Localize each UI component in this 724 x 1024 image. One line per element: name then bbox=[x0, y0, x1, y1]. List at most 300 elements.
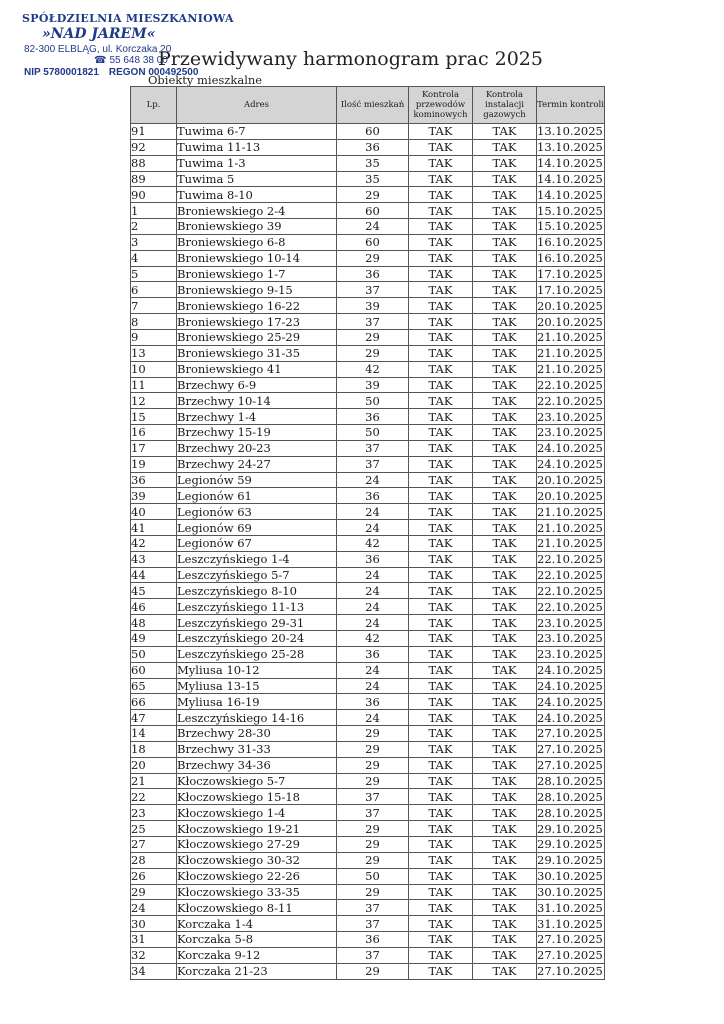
table-row bbox=[131, 203, 605, 219]
cell-count: 37 bbox=[337, 789, 409, 805]
cell-date: 24.10.2025 bbox=[537, 678, 603, 693]
cell-lp: 10 bbox=[131, 361, 177, 377]
cell-date: 30.10.2025 bbox=[537, 869, 603, 884]
cell-date: 31.10.2025 bbox=[537, 900, 603, 915]
cell-lp: 28 bbox=[131, 852, 177, 868]
cell-address: Broniewskiego 17-23 bbox=[177, 314, 337, 330]
cell-date: 24.10.2025 bbox=[537, 694, 603, 709]
cell-date: 27.10.2025 bbox=[537, 948, 603, 963]
cell-date: 23.10.2025 bbox=[537, 425, 603, 440]
cell-gas: TAK bbox=[473, 567, 537, 583]
cell-date: 23.10.2025 bbox=[537, 615, 603, 630]
cell-chimney: TAK bbox=[409, 234, 473, 250]
cell-date: 23.10.2025 bbox=[537, 409, 603, 424]
cell-count: 50 bbox=[337, 425, 409, 441]
cell-gas: TAK bbox=[473, 504, 537, 520]
table-row bbox=[131, 488, 605, 504]
table-row bbox=[131, 836, 605, 852]
cell-address: Kłoczowskiego 15-18 bbox=[177, 789, 337, 805]
cell-date: 21.10.2025 bbox=[537, 504, 603, 519]
cell-lp: 49 bbox=[131, 631, 177, 647]
table-row bbox=[131, 250, 605, 266]
header-date: Termin kontroli bbox=[537, 87, 605, 124]
cell-count: 37 bbox=[337, 314, 409, 330]
cell-date: 20.10.2025 bbox=[537, 298, 603, 313]
table-row bbox=[131, 345, 605, 361]
cell-address: Korczaka 1-4 bbox=[177, 916, 337, 932]
cell-gas: TAK bbox=[473, 535, 537, 551]
cell-gas: TAK bbox=[473, 393, 537, 409]
cell-address: Broniewskiego 16-22 bbox=[177, 298, 337, 314]
cell-lp: 29 bbox=[131, 884, 177, 900]
table-row bbox=[131, 377, 605, 393]
cell-gas: TAK bbox=[473, 171, 537, 187]
cell-address: Leszczyńskiego 1-4 bbox=[177, 551, 337, 567]
cell-chimney: TAK bbox=[409, 868, 473, 884]
cell-gas: TAK bbox=[473, 789, 537, 805]
cell-lp: 41 bbox=[131, 520, 177, 536]
cell-lp: 40 bbox=[131, 504, 177, 520]
cell-date: 27.10.2025 bbox=[537, 742, 603, 757]
cell-count: 29 bbox=[337, 963, 409, 979]
cell-gas: TAK bbox=[473, 678, 537, 694]
cell-date: 31.10.2025 bbox=[537, 916, 603, 931]
cell-chimney: TAK bbox=[409, 425, 473, 441]
cell-count: 29 bbox=[337, 757, 409, 773]
table-row bbox=[131, 504, 605, 520]
cell-address: Legionów 63 bbox=[177, 504, 337, 520]
cell-lp: 46 bbox=[131, 599, 177, 615]
stamp-phone: 55 648 38 00 bbox=[109, 55, 168, 66]
stamp-address: 82-300 ELBLĄG, ul. Korczaka 20 bbox=[24, 44, 172, 55]
cell-date: 27.10.2025 bbox=[537, 726, 603, 741]
cell-chimney: TAK bbox=[409, 456, 473, 472]
cell-count: 60 bbox=[337, 124, 409, 140]
cell-gas: TAK bbox=[473, 345, 537, 361]
cell-count: 29 bbox=[337, 821, 409, 837]
cell-gas: TAK bbox=[473, 662, 537, 678]
cell-date: 27.10.2025 bbox=[537, 758, 603, 773]
cell-date: 24.10.2025 bbox=[537, 457, 603, 472]
table-row bbox=[131, 298, 605, 314]
cell-lp: 91 bbox=[131, 124, 177, 140]
cell-address: Leszczyńskiego 25-28 bbox=[177, 646, 337, 662]
cell-chimney: TAK bbox=[409, 377, 473, 393]
table-row bbox=[131, 409, 605, 425]
cell-gas: TAK bbox=[473, 646, 537, 662]
cell-chimney: TAK bbox=[409, 520, 473, 536]
cell-gas: TAK bbox=[473, 773, 537, 789]
cell-lp: 16 bbox=[131, 425, 177, 441]
cell-address: Kłoczowskiego 8-11 bbox=[177, 900, 337, 916]
cell-address: Leszczyńskiego 11-13 bbox=[177, 599, 337, 615]
table-row bbox=[131, 456, 605, 472]
cell-address: Legionów 59 bbox=[177, 472, 337, 488]
cell-date: 27.10.2025 bbox=[537, 964, 603, 979]
cell-gas: TAK bbox=[473, 821, 537, 837]
cell-gas: TAK bbox=[473, 852, 537, 868]
cell-date: 30.10.2025 bbox=[537, 884, 603, 899]
cell-date: 14.10.2025 bbox=[537, 156, 603, 171]
cell-address: Kłoczowskiego 19-21 bbox=[177, 821, 337, 837]
cell-count: 42 bbox=[337, 361, 409, 377]
cell-address: Leszczyńskiego 8-10 bbox=[177, 583, 337, 599]
cell-address: Leszczyńskiego 5-7 bbox=[177, 567, 337, 583]
table-row bbox=[131, 393, 605, 409]
table-row bbox=[131, 567, 605, 583]
cell-lp: 12 bbox=[131, 393, 177, 409]
cell-date: 24.10.2025 bbox=[537, 710, 603, 725]
cell-chimney: TAK bbox=[409, 504, 473, 520]
table-row bbox=[131, 757, 605, 773]
cell-count: 36 bbox=[337, 488, 409, 504]
cell-chimney: TAK bbox=[409, 329, 473, 345]
cell-chimney: TAK bbox=[409, 361, 473, 377]
cell-date: 21.10.2025 bbox=[537, 330, 603, 345]
cell-count: 60 bbox=[337, 234, 409, 250]
table-row bbox=[131, 947, 605, 963]
cell-chimney: TAK bbox=[409, 124, 473, 140]
cell-date: 21.10.2025 bbox=[537, 362, 603, 377]
cell-count: 24 bbox=[337, 504, 409, 520]
cell-lp: 31 bbox=[131, 932, 177, 948]
cell-count: 29 bbox=[337, 329, 409, 345]
cell-gas: TAK bbox=[473, 377, 537, 393]
cell-address: Legionów 69 bbox=[177, 520, 337, 536]
cell-address: Myliusa 10-12 bbox=[177, 662, 337, 678]
cell-chimney: TAK bbox=[409, 852, 473, 868]
stamp-org-name: »NAD JAREM« bbox=[42, 26, 156, 42]
table-row bbox=[131, 187, 605, 203]
cell-count: 42 bbox=[337, 631, 409, 647]
cell-lp: 14 bbox=[131, 726, 177, 742]
cell-gas: TAK bbox=[473, 456, 537, 472]
cell-gas: TAK bbox=[473, 884, 537, 900]
cell-chimney: TAK bbox=[409, 694, 473, 710]
cell-count: 29 bbox=[337, 741, 409, 757]
table-row bbox=[131, 900, 605, 916]
cell-chimney: TAK bbox=[409, 250, 473, 266]
cell-chimney: TAK bbox=[409, 409, 473, 425]
cell-date: 22.10.2025 bbox=[537, 552, 603, 567]
table-row bbox=[131, 662, 605, 678]
cell-date: 22.10.2025 bbox=[537, 377, 603, 392]
cell-date: 27.10.2025 bbox=[537, 932, 603, 947]
cell-gas: TAK bbox=[473, 409, 537, 425]
phone-icon: ☎ bbox=[94, 55, 107, 66]
table-row bbox=[131, 329, 605, 345]
table-row bbox=[131, 694, 605, 710]
cell-chimney: TAK bbox=[409, 345, 473, 361]
cell-lp: 9 bbox=[131, 329, 177, 345]
cell-date: 23.10.2025 bbox=[537, 631, 603, 646]
cell-count: 37 bbox=[337, 456, 409, 472]
cell-date: 21.10.2025 bbox=[537, 520, 603, 535]
cell-date: 13.10.2025 bbox=[537, 124, 603, 139]
cell-count: 35 bbox=[337, 155, 409, 171]
cell-gas: TAK bbox=[473, 741, 537, 757]
cell-lp: 47 bbox=[131, 710, 177, 726]
stamp-org-line: SPÓŁDZIELNIA MIESZKANIOWA bbox=[22, 12, 234, 25]
cell-count: 36 bbox=[337, 646, 409, 662]
cell-gas: TAK bbox=[473, 868, 537, 884]
cell-count: 24 bbox=[337, 520, 409, 536]
cell-lp: 7 bbox=[131, 298, 177, 314]
cell-chimney: TAK bbox=[409, 932, 473, 948]
cell-gas: TAK bbox=[473, 234, 537, 250]
cell-chimney: TAK bbox=[409, 282, 473, 298]
cell-lp: 23 bbox=[131, 805, 177, 821]
cell-lp: 42 bbox=[131, 535, 177, 551]
cell-lp: 92 bbox=[131, 139, 177, 155]
cell-gas: TAK bbox=[473, 916, 537, 932]
cell-date: 28.10.2025 bbox=[537, 789, 603, 804]
cell-lp: 4 bbox=[131, 250, 177, 266]
cell-address: Broniewskiego 31-35 bbox=[177, 345, 337, 361]
cell-count: 36 bbox=[337, 409, 409, 425]
cell-lp: 60 bbox=[131, 662, 177, 678]
cell-gas: TAK bbox=[473, 710, 537, 726]
cell-gas: TAK bbox=[473, 298, 537, 314]
table-row bbox=[131, 868, 605, 884]
cell-lp: 22 bbox=[131, 789, 177, 805]
table-row bbox=[131, 916, 605, 932]
cell-gas: TAK bbox=[473, 932, 537, 948]
stamp-nip: NIP 5780001821 bbox=[24, 67, 99, 78]
cell-count: 39 bbox=[337, 298, 409, 314]
cell-chimney: TAK bbox=[409, 646, 473, 662]
header-lp: Lp. bbox=[131, 87, 177, 124]
cell-gas: TAK bbox=[473, 551, 537, 567]
cell-date: 15.10.2025 bbox=[537, 203, 603, 218]
cell-gas: TAK bbox=[473, 488, 537, 504]
cell-lp: 34 bbox=[131, 963, 177, 979]
cell-count: 24 bbox=[337, 472, 409, 488]
cell-count: 35 bbox=[337, 171, 409, 187]
document-subtitle: Obiekty mieszkalne bbox=[148, 73, 263, 87]
cell-address: Broniewskiego 6-8 bbox=[177, 234, 337, 250]
cell-count: 42 bbox=[337, 535, 409, 551]
cell-address: Brzechwy 1-4 bbox=[177, 409, 337, 425]
cell-count: 60 bbox=[337, 203, 409, 219]
cell-count: 36 bbox=[337, 139, 409, 155]
cell-lp: 13 bbox=[131, 345, 177, 361]
cell-count: 29 bbox=[337, 836, 409, 852]
schedule-table bbox=[130, 86, 605, 980]
table-row bbox=[131, 361, 605, 377]
cell-address: Leszczyńskiego 20-24 bbox=[177, 631, 337, 647]
cell-chimney: TAK bbox=[409, 187, 473, 203]
cell-gas: TAK bbox=[473, 583, 537, 599]
cell-date: 24.10.2025 bbox=[537, 441, 603, 456]
cell-chimney: TAK bbox=[409, 789, 473, 805]
cell-count: 37 bbox=[337, 805, 409, 821]
table-row bbox=[131, 583, 605, 599]
cell-lp: 36 bbox=[131, 472, 177, 488]
cell-address: Korczaka 21-23 bbox=[177, 963, 337, 979]
cell-lp: 32 bbox=[131, 947, 177, 963]
cell-gas: TAK bbox=[473, 155, 537, 171]
cell-address: Legionów 67 bbox=[177, 535, 337, 551]
cell-address: Broniewskiego 2-4 bbox=[177, 203, 337, 219]
document-title: Przewidywany harmonogram prac 2025 bbox=[158, 48, 543, 70]
cell-gas: TAK bbox=[473, 250, 537, 266]
cell-date: 14.10.2025 bbox=[537, 171, 603, 186]
cell-address: Brzechwy 34-36 bbox=[177, 757, 337, 773]
cell-date: 21.10.2025 bbox=[537, 536, 603, 551]
cell-date: 24.10.2025 bbox=[537, 663, 603, 678]
cell-count: 29 bbox=[337, 250, 409, 266]
cell-lp: 44 bbox=[131, 567, 177, 583]
cell-address: Kłoczowskiego 1-4 bbox=[177, 805, 337, 821]
cell-gas: TAK bbox=[473, 694, 537, 710]
cell-address: Broniewskiego 9-15 bbox=[177, 282, 337, 298]
cell-gas: TAK bbox=[473, 520, 537, 536]
cell-address: Broniewskiego 25-29 bbox=[177, 329, 337, 345]
cell-chimney: TAK bbox=[409, 884, 473, 900]
cell-address: Kłoczowskiego 33-35 bbox=[177, 884, 337, 900]
cell-lp: 39 bbox=[131, 488, 177, 504]
table-row bbox=[131, 773, 605, 789]
cell-count: 29 bbox=[337, 187, 409, 203]
cell-lp: 18 bbox=[131, 741, 177, 757]
cell-lp: 26 bbox=[131, 868, 177, 884]
cell-chimney: TAK bbox=[409, 662, 473, 678]
cell-gas: TAK bbox=[473, 314, 537, 330]
table-row bbox=[131, 789, 605, 805]
header-gas: Kontrola instalacji gazowych bbox=[473, 87, 537, 124]
cell-date: 16.10.2025 bbox=[537, 251, 603, 266]
cell-lp: 17 bbox=[131, 440, 177, 456]
table-row bbox=[131, 710, 605, 726]
cell-lp: 88 bbox=[131, 155, 177, 171]
cell-count: 36 bbox=[337, 266, 409, 282]
cell-chimney: TAK bbox=[409, 583, 473, 599]
table-row bbox=[131, 805, 605, 821]
cell-chimney: TAK bbox=[409, 631, 473, 647]
cell-date: 20.10.2025 bbox=[537, 314, 603, 329]
cell-lp: 5 bbox=[131, 266, 177, 282]
cell-chimney: TAK bbox=[409, 314, 473, 330]
cell-lp: 27 bbox=[131, 836, 177, 852]
cell-date: 13.10.2025 bbox=[537, 140, 603, 155]
cell-chimney: TAK bbox=[409, 393, 473, 409]
cell-date: 14.10.2025 bbox=[537, 187, 603, 202]
cell-chimney: TAK bbox=[409, 900, 473, 916]
cell-address: Broniewskiego 1-7 bbox=[177, 266, 337, 282]
table-row bbox=[131, 646, 605, 662]
cell-chimney: TAK bbox=[409, 741, 473, 757]
cell-chimney: TAK bbox=[409, 266, 473, 282]
cell-gas: TAK bbox=[473, 329, 537, 345]
table-row bbox=[131, 726, 605, 742]
table-row bbox=[131, 282, 605, 298]
cell-gas: TAK bbox=[473, 836, 537, 852]
cell-count: 50 bbox=[337, 393, 409, 409]
cell-count: 29 bbox=[337, 345, 409, 361]
cell-chimney: TAK bbox=[409, 599, 473, 615]
table-row bbox=[131, 139, 605, 155]
cell-address: Kłoczowskiego 22-26 bbox=[177, 868, 337, 884]
cell-count: 24 bbox=[337, 662, 409, 678]
cell-address: Myliusa 16-19 bbox=[177, 694, 337, 710]
cell-gas: TAK bbox=[473, 266, 537, 282]
cell-count: 29 bbox=[337, 726, 409, 742]
cell-lp: 20 bbox=[131, 757, 177, 773]
cell-chimney: TAK bbox=[409, 535, 473, 551]
table-row bbox=[131, 615, 605, 631]
cell-gas: TAK bbox=[473, 757, 537, 773]
cell-date: 22.10.2025 bbox=[537, 583, 603, 598]
header-chimney: Kontrola przewodów kominowych bbox=[409, 87, 473, 124]
cell-date: 20.10.2025 bbox=[537, 472, 603, 487]
cell-address: Leszczyńskiego 29-31 bbox=[177, 615, 337, 631]
cell-date: 20.10.2025 bbox=[537, 488, 603, 503]
cell-lp: 19 bbox=[131, 456, 177, 472]
cell-lp: 65 bbox=[131, 678, 177, 694]
cell-count: 37 bbox=[337, 900, 409, 916]
cell-count: 37 bbox=[337, 282, 409, 298]
cell-chimney: TAK bbox=[409, 139, 473, 155]
cell-gas: TAK bbox=[473, 139, 537, 155]
cell-gas: TAK bbox=[473, 947, 537, 963]
cell-lp: 66 bbox=[131, 694, 177, 710]
cell-gas: TAK bbox=[473, 219, 537, 235]
cell-count: 24 bbox=[337, 599, 409, 615]
cell-address: Brzechwy 10-14 bbox=[177, 393, 337, 409]
cell-chimney: TAK bbox=[409, 567, 473, 583]
cell-gas: TAK bbox=[473, 203, 537, 219]
cell-address: Kłoczowskiego 30-32 bbox=[177, 852, 337, 868]
cell-chimney: TAK bbox=[409, 916, 473, 932]
cell-lp: 21 bbox=[131, 773, 177, 789]
cell-address: Brzechwy 15-19 bbox=[177, 425, 337, 441]
table-row bbox=[131, 535, 605, 551]
cell-date: 22.10.2025 bbox=[537, 599, 603, 614]
cell-gas: TAK bbox=[473, 900, 537, 916]
cell-address: Tuwima 11-13 bbox=[177, 139, 337, 155]
header-count: Ilość mieszkań bbox=[337, 87, 409, 124]
cell-chimney: TAK bbox=[409, 678, 473, 694]
table-row bbox=[131, 599, 605, 615]
table-row bbox=[131, 520, 605, 536]
table-row bbox=[131, 472, 605, 488]
cell-lp: 1 bbox=[131, 203, 177, 219]
cell-chimney: TAK bbox=[409, 821, 473, 837]
table-row bbox=[131, 155, 605, 171]
cell-chimney: TAK bbox=[409, 615, 473, 631]
table-body bbox=[131, 124, 605, 980]
cell-lp: 48 bbox=[131, 615, 177, 631]
cell-chimney: TAK bbox=[409, 726, 473, 742]
table-row bbox=[131, 440, 605, 456]
cell-address: Leszczyńskiego 14-16 bbox=[177, 710, 337, 726]
cell-gas: TAK bbox=[473, 963, 537, 979]
cell-gas: TAK bbox=[473, 282, 537, 298]
cell-chimney: TAK bbox=[409, 963, 473, 979]
cell-chimney: TAK bbox=[409, 836, 473, 852]
cell-address: Myliusa 13-15 bbox=[177, 678, 337, 694]
cell-address: Broniewskiego 41 bbox=[177, 361, 337, 377]
cell-count: 36 bbox=[337, 694, 409, 710]
cell-count: 24 bbox=[337, 710, 409, 726]
cell-address: Broniewskiego 10-14 bbox=[177, 250, 337, 266]
cell-chimney: TAK bbox=[409, 440, 473, 456]
cell-lp: 43 bbox=[131, 551, 177, 567]
cell-address: Tuwima 8-10 bbox=[177, 187, 337, 203]
cell-date: 17.10.2025 bbox=[537, 282, 603, 297]
cell-gas: TAK bbox=[473, 425, 537, 441]
